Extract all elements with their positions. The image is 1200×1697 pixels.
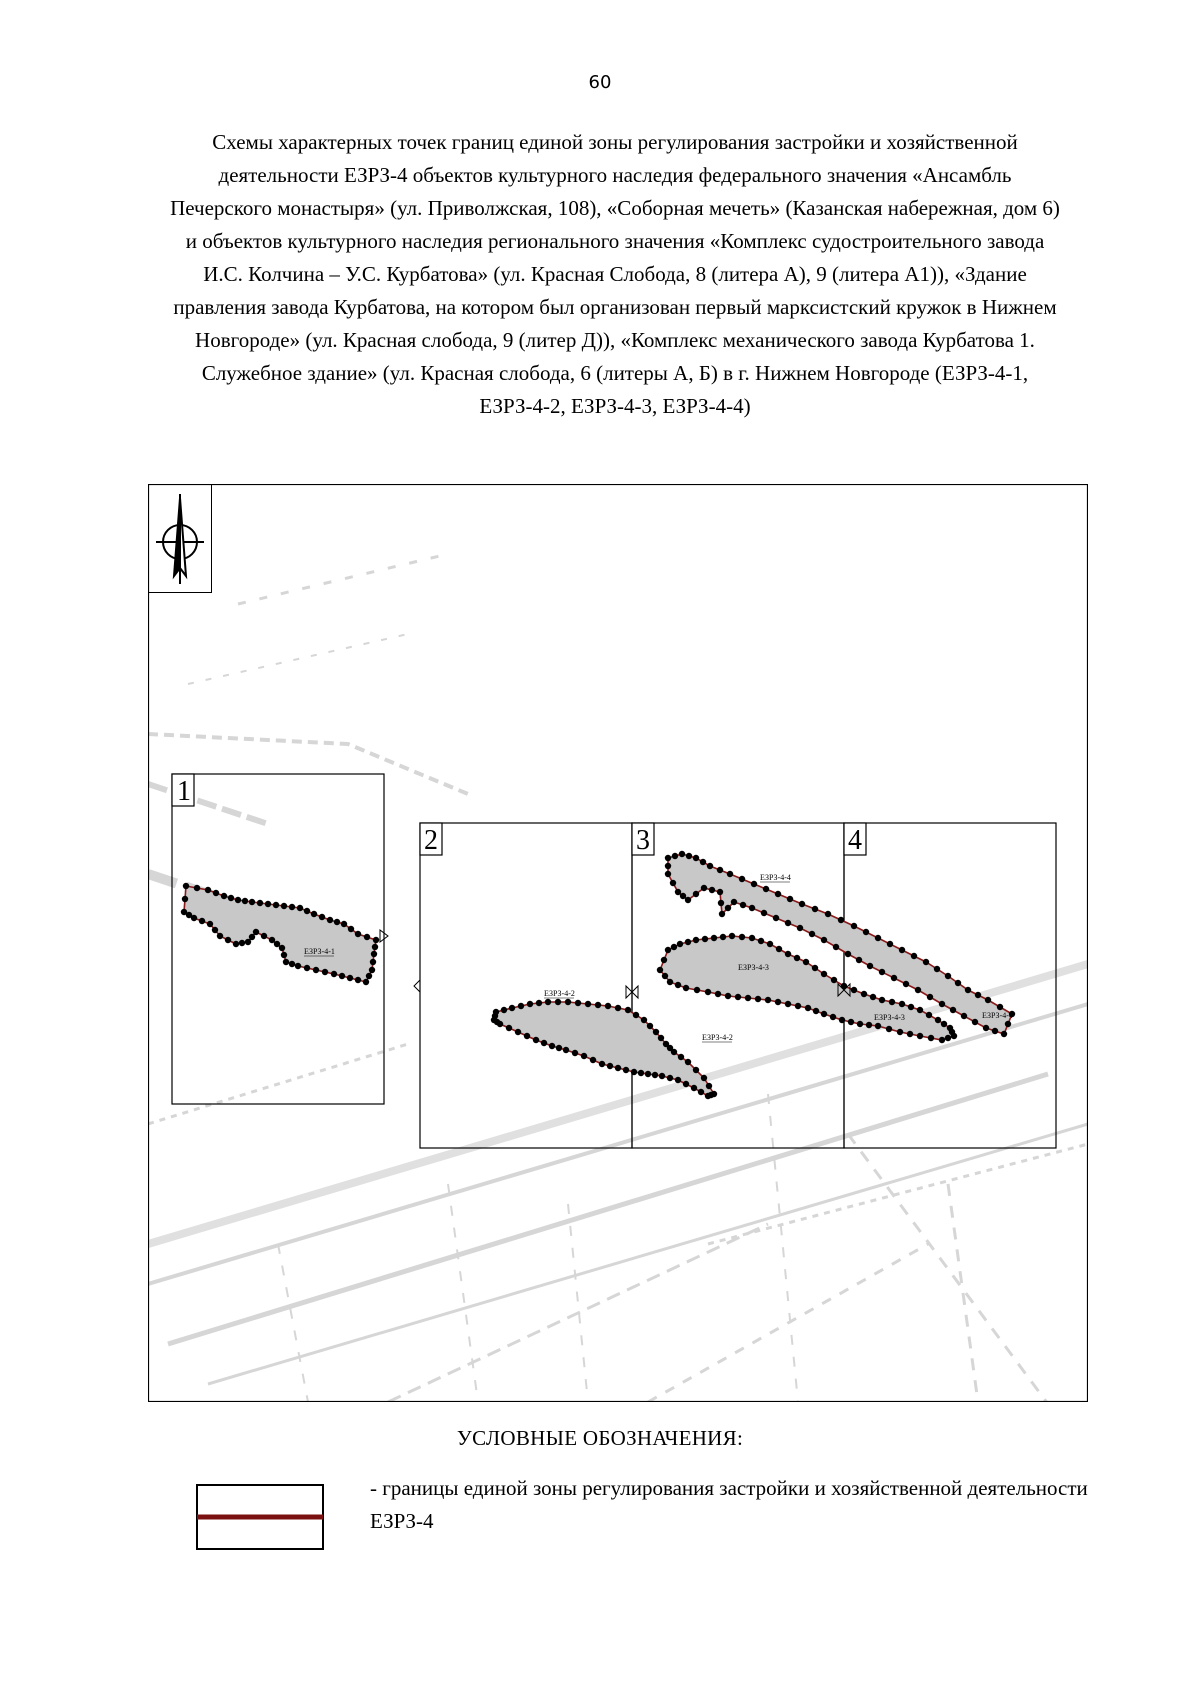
boundary-point [289, 961, 295, 967]
boundary-point [327, 917, 333, 923]
boundary-point [371, 951, 377, 957]
boundary-point [879, 969, 885, 975]
map-frame[interactable] [148, 484, 1088, 1402]
sheet-number-4: 4 [848, 825, 862, 856]
boundary-point [245, 939, 251, 945]
boundary-point [297, 905, 303, 911]
boundary-point [749, 905, 755, 911]
boundary-point [691, 1085, 697, 1091]
boundary-point [926, 1012, 932, 1018]
boundary-point [615, 1065, 621, 1071]
boundary-point [719, 911, 725, 917]
boundary-point [675, 1077, 681, 1083]
boundary-point [739, 934, 745, 940]
boundary-point [625, 1007, 631, 1013]
boundary-point [599, 1061, 605, 1067]
boundary-point [899, 947, 905, 953]
boundary-point [269, 937, 275, 943]
boundary-point [572, 1050, 578, 1056]
boundary-point [675, 982, 681, 988]
boundary-point [524, 1033, 530, 1039]
boundary-point [917, 1007, 923, 1013]
boundary-point [735, 994, 741, 1000]
boundary-point [273, 902, 279, 908]
boundary-point [707, 863, 713, 869]
boundary-point [279, 945, 285, 951]
boundary-point [917, 1033, 923, 1039]
boundary-point [595, 1002, 601, 1008]
boundary-point [765, 997, 771, 1003]
sheet-number-2: 2 [424, 825, 438, 856]
boundary-point [739, 876, 745, 882]
boundary-point [334, 919, 340, 925]
boundary-point [797, 925, 803, 931]
boundary-point [705, 1093, 711, 1099]
boundary-point [249, 899, 255, 905]
boundary-point [347, 975, 353, 981]
boundary-point [182, 896, 188, 902]
boundary-point [833, 944, 839, 950]
boundary-point [838, 917, 844, 923]
boundary-point [965, 987, 971, 993]
boundary-point [283, 959, 289, 965]
legend-boundary-text: - границы единой зоны регулирования застройки и хозяйственной деятельности ЕЗРЗ-4 [370, 1476, 1088, 1533]
boundary-point [633, 1012, 639, 1018]
boundary-point [659, 1073, 665, 1079]
boundary-point [935, 1017, 941, 1023]
boundary-point [875, 1023, 881, 1029]
boundary-point [199, 918, 205, 924]
boundary-point [536, 1000, 542, 1006]
boundary-point [373, 937, 379, 943]
boundary-point [785, 920, 791, 926]
boundary-point [875, 935, 881, 941]
boundary-point [863, 929, 869, 935]
legend-title: УСЛОВНЫЕ ОБОЗНАЧЕНИЯ: [456, 1426, 744, 1450]
boundary-point [665, 855, 671, 861]
boundary-point [221, 893, 227, 899]
boundary-point [685, 1059, 691, 1065]
boundary-point [369, 967, 375, 973]
boundary-point [1001, 1031, 1007, 1037]
boundary-point [289, 904, 295, 910]
boundary-point [794, 955, 800, 961]
boundary-point [729, 933, 735, 939]
boundary-point [886, 1026, 892, 1032]
boundary-point [509, 1005, 515, 1011]
boundary-point [661, 957, 667, 963]
boundary-point [955, 980, 961, 986]
boundary-point [700, 859, 706, 865]
boundary-point [605, 1003, 611, 1009]
boundary-point [228, 895, 234, 901]
zone-label-ezrz-4-3a: ЕЗРЗ-4-3 [738, 963, 769, 972]
boundary-point [261, 933, 267, 939]
boundary-point [813, 1008, 819, 1014]
boundary-point [665, 871, 671, 877]
boundary-point [795, 1003, 801, 1009]
boundary-point [348, 926, 354, 932]
boundary-point [911, 953, 917, 959]
boundary-point [658, 1035, 664, 1041]
zones[interactable] [184, 854, 1012, 1096]
zone-label-ezrz-4-2a: ЕЗРЗ-4-2 [544, 989, 575, 998]
boundary-point [731, 899, 737, 905]
zone-label-ezrz-4-3b: ЕЗРЗ-4-3 [874, 1013, 905, 1022]
boundary-point [763, 886, 769, 892]
boundary-point [866, 1022, 872, 1028]
boundary-point [857, 1021, 863, 1027]
legend-boundary-swatch [196, 1484, 324, 1550]
boundary-point [693, 1067, 699, 1073]
boundary-point [657, 967, 663, 973]
boundary-point [615, 1005, 621, 1011]
sheet-number-1: 1 [177, 776, 191, 807]
boundary-point [821, 937, 827, 943]
boundary-point [194, 885, 200, 891]
boundary-point [891, 975, 897, 981]
boundary-point [718, 900, 724, 906]
boundary-point [830, 1014, 836, 1020]
boundary-point [667, 1075, 673, 1081]
boundary-point [867, 963, 873, 969]
boundary-point [555, 999, 561, 1005]
boundary-point [565, 999, 571, 1005]
boundary-point [851, 923, 857, 929]
boundary-point [233, 941, 239, 947]
sheet-frame-2 [420, 823, 632, 1148]
zone-label-ezrz-4-2b: ЕЗРЗ-4-2 [702, 1033, 733, 1042]
boundary-point [217, 933, 223, 939]
boundary-point [740, 902, 746, 908]
boundary-point [717, 889, 723, 895]
boundary-point [671, 1049, 677, 1055]
boundary-point [183, 883, 189, 889]
boundary-point [207, 921, 213, 927]
boundary-point [848, 1019, 854, 1025]
boundary-point [370, 959, 376, 965]
boundary-point [575, 1000, 581, 1006]
boundary-point [997, 1004, 1003, 1010]
sheet-number-3: 3 [636, 825, 650, 856]
boundary-point [767, 941, 773, 947]
boundary-point [686, 853, 692, 859]
boundary-point [518, 1003, 524, 1009]
boundary-point [311, 911, 317, 917]
zone-ezrz-4-3 [660, 936, 954, 1040]
boundary-point [775, 891, 781, 897]
boundary-point [923, 959, 929, 965]
boundary-point [652, 1072, 658, 1078]
boundary-point [533, 1037, 539, 1043]
boundary-point [304, 965, 310, 971]
boundary-point [253, 929, 259, 935]
boundary-point [809, 931, 815, 937]
boundary-point [581, 1053, 587, 1059]
boundary-point [701, 1075, 707, 1081]
page-title: Схемы характерных точек границ единой зоны регулирования застройки и хозяйственной деятельности ЕЗРЗ-4 объектов культурного наследия федерального значения «Ансамбль Печерского монастыря» (ул. Приволжская, 108), «Соборная мечеть» (Казанская набережная, дом 6) и объектов культурного наследия регионального значения «Комплекс судостроительного завода И.С. Колчина – У.С. Курбатова» (ул. Красная Слобода, 8 (литера А), 9 (литера А1)), «Здание правления завода Курбатова, на котором был организован первый марксистский кружок в Нижнем Новгороде» (ул. Красная слобода, 9 (литер Д)), «Комплекс механического завода Курбатова 1. Служебное здание» (ул. Красная слобода, 6 (литеры А, Б) в г. Нижнем Новгороде (ЕЗРЗ-4-1, ЕЗРЗ-4-2, ЕЗРЗ-4-3, ЕЗРЗ-4-4) [170, 130, 1060, 418]
boundary-point [705, 989, 711, 995]
boundary-point [590, 1057, 596, 1063]
boundary-point [941, 1021, 947, 1027]
boundary-point [706, 1083, 712, 1089]
boundary-point [992, 1028, 998, 1034]
boundary-point [693, 891, 699, 897]
zone-ezrz-4-2 [494, 1002, 714, 1096]
boundary-point [903, 981, 909, 987]
zone-label-ezrz-4-1: ЕЗРЗ-4-1 [304, 947, 335, 956]
boundary-point [239, 940, 245, 946]
north-arrow [149, 485, 212, 593]
boundary-point [709, 887, 715, 893]
boundary-point [725, 905, 731, 911]
boundary-point [506, 1025, 512, 1031]
boundary-point [641, 1017, 647, 1023]
boundary-point [341, 921, 347, 927]
boundary-point [295, 963, 301, 969]
boundary-point [915, 987, 921, 993]
boundary-point [897, 1029, 903, 1035]
boundary-point [541, 1040, 547, 1046]
boundary-point [313, 967, 319, 973]
boundary-point [839, 1017, 845, 1023]
boundary-point [749, 935, 755, 941]
boundary-point [775, 999, 781, 1005]
boundary-point [653, 1029, 659, 1035]
boundary-point [845, 951, 851, 957]
boundary-point [945, 973, 951, 979]
boundary-point [725, 993, 731, 999]
boundary-point [701, 885, 707, 891]
boundary-point [249, 934, 255, 940]
boundary-point [950, 1007, 956, 1013]
boundary-point [821, 1011, 827, 1017]
boundary-point [225, 937, 231, 943]
boundary-point [645, 1071, 651, 1077]
boundary-point [951, 1033, 957, 1039]
boundary-point [515, 1029, 521, 1035]
boundary-point [235, 897, 241, 903]
boundary-point [985, 997, 991, 1003]
boundary-point [501, 1007, 507, 1013]
boundary-point [785, 1001, 791, 1007]
boundary-point [899, 1001, 905, 1007]
sheet-numbers [172, 774, 866, 856]
boundary-point [274, 941, 280, 947]
boundary-point [720, 934, 726, 940]
boundary-point [945, 1035, 951, 1041]
boundary-point [670, 880, 676, 886]
boundary-point [870, 994, 876, 1000]
boundary-point [680, 893, 686, 899]
boundary-point [717, 867, 723, 873]
boundary-point [683, 985, 689, 991]
boundary-point [585, 1001, 591, 1007]
boundary-point [879, 997, 885, 1003]
boundary-point [265, 901, 271, 907]
boundary-point [803, 959, 809, 965]
boundary-point [755, 996, 761, 1002]
boundary-point [851, 987, 857, 993]
boundary-point [861, 991, 867, 997]
boundary-point [671, 944, 677, 950]
boundary-point [961, 1013, 967, 1019]
boundary-point [556, 1045, 562, 1051]
boundary-point [856, 957, 862, 963]
boundary-point [1005, 1021, 1011, 1027]
boundary-point [693, 855, 699, 861]
boundary-point [812, 906, 818, 912]
boundary-point [322, 969, 328, 975]
boundary-point [677, 941, 683, 947]
boundary-point [939, 1037, 945, 1043]
boundary-point [934, 966, 940, 972]
boundary-point [631, 1069, 637, 1075]
boundary-point [181, 909, 187, 915]
boundary-point [319, 914, 325, 920]
zone-ezrz-4-1 [184, 886, 376, 982]
boundary-point [805, 1005, 811, 1011]
boundary-point [727, 871, 733, 877]
boundary-point [355, 931, 361, 937]
boundary-point [339, 973, 345, 979]
boundary-point [745, 995, 751, 1001]
boundary-point [678, 1054, 684, 1060]
boundary-point [685, 897, 691, 903]
boundary-point [758, 938, 764, 944]
page-number: 60 [588, 72, 612, 93]
boundary-point [205, 887, 211, 893]
boundary-point [685, 939, 691, 945]
boundary-point [773, 915, 779, 921]
boundary-point [887, 941, 893, 947]
boundary-point [812, 965, 818, 971]
boundary-point [694, 987, 700, 993]
boundary-point [776, 946, 782, 952]
boundary-point [372, 944, 378, 950]
boundary-point [647, 1023, 653, 1029]
boundary-point [607, 1063, 613, 1069]
boundary-point [751, 881, 757, 887]
boundary-point [363, 979, 369, 985]
boundary-point [331, 971, 337, 977]
boundary-point [972, 1019, 978, 1025]
boundary-point [665, 863, 671, 869]
boundary-point [939, 1001, 945, 1007]
boundary-point [821, 971, 827, 977]
boundary-point [908, 1004, 914, 1010]
zone-label-ezrz-4-4b: ЕЗРЗ-4-4 [982, 1011, 1013, 1020]
boundary-point [702, 936, 708, 942]
boundary-point [825, 911, 831, 917]
boundary-point [257, 900, 263, 906]
boundary-point [623, 1067, 629, 1073]
boundary-point [975, 992, 981, 998]
boundary-point [281, 952, 287, 958]
map-canvas [148, 484, 1088, 1402]
boundary-point [785, 951, 791, 957]
boundary-point [983, 1025, 989, 1031]
boundary-point [304, 908, 310, 914]
boundary-point [492, 1013, 498, 1019]
boundary-point [928, 1035, 934, 1041]
boundary-point [927, 994, 933, 1000]
boundary-point [281, 903, 287, 909]
boundary-point [675, 889, 681, 895]
boundary-point [213, 890, 219, 896]
boundary-point [761, 910, 767, 916]
boundary-point [787, 896, 793, 902]
boundary-point [831, 977, 837, 983]
boundary-point [549, 1043, 555, 1049]
boundary-point [683, 1081, 689, 1087]
boundary-point [366, 973, 372, 979]
boundary-point [799, 901, 805, 907]
boundary-point [242, 898, 248, 904]
boundary-point [563, 1047, 569, 1053]
boundary-point [665, 947, 671, 953]
boundary-point [698, 1089, 704, 1095]
boundary-point [638, 1070, 644, 1076]
boundary-point [679, 851, 685, 857]
boundary-point [212, 927, 218, 933]
boundary-point [545, 999, 551, 1005]
boundary-point [667, 979, 673, 985]
boundary-point [711, 935, 717, 941]
boundary-point [715, 991, 721, 997]
zone-label-ezrz-4-4: ЕЗРЗ-4-4 [760, 873, 791, 882]
boundary-point [907, 1031, 913, 1037]
boundary-point [889, 999, 895, 1005]
boundary-point [693, 937, 699, 943]
boundary-point [662, 973, 668, 979]
boundary-point [355, 977, 361, 983]
boundary-point [364, 934, 370, 940]
boundary-point [672, 853, 678, 859]
boundary-point [527, 1001, 533, 1007]
